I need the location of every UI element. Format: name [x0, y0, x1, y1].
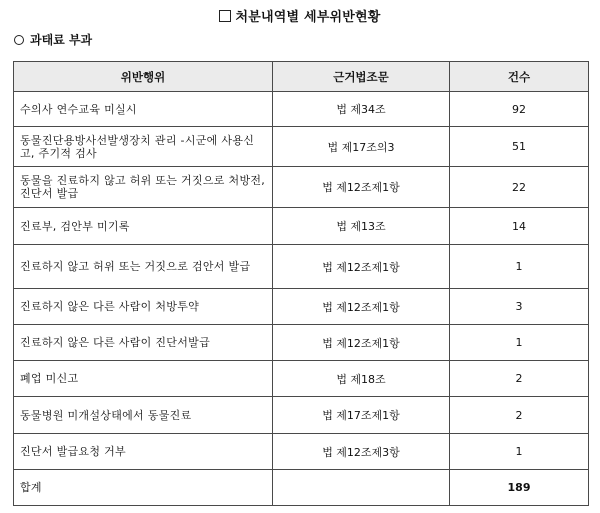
table-row [14, 361, 589, 397]
circle-bullet-icon [14, 35, 24, 45]
cell-count: 2 [450, 361, 589, 397]
section-heading [14, 31, 92, 48]
cell-count: 1 [450, 434, 589, 470]
cell-law: 법 제18조 [273, 361, 450, 397]
table-row [14, 245, 589, 289]
cell-law: 법 제17조의3 [273, 127, 450, 167]
cell-law: 법 제12조제1항 [273, 325, 450, 361]
header-count: 건수 [450, 62, 589, 92]
document-title-text: 처분내역별 세부위반현황 [235, 10, 381, 25]
cell-action: 폐업 미신고 [14, 361, 273, 397]
cell-count: 22 [450, 167, 589, 208]
table-row [14, 325, 589, 361]
table-header-row [14, 62, 589, 92]
violations-table [13, 61, 589, 506]
cell-action: 진료하지 않은 다른 사람이 진단서발급 [14, 325, 273, 361]
cell-count: 2 [450, 397, 589, 434]
table-row [14, 289, 589, 325]
cell-action: 수의사 연수교육 미실시 [14, 92, 273, 127]
cell-action: 진단서 발급요청 거부 [14, 434, 273, 470]
cell-law: 법 제34조 [273, 92, 450, 127]
table-row [14, 397, 589, 434]
cell-law: 법 제13조 [273, 208, 450, 245]
cell-law: 법 제12조제3항 [273, 434, 450, 470]
total-law [273, 470, 450, 506]
cell-count: 3 [450, 289, 589, 325]
checkbox-square-icon [219, 10, 231, 22]
header-action: 위반행위 [14, 62, 273, 92]
document-title [0, 6, 600, 25]
cell-count: 92 [450, 92, 589, 127]
cell-law: 법 제12조제1항 [273, 167, 450, 208]
table-row [14, 92, 589, 127]
cell-count: 1 [450, 245, 589, 289]
cell-law: 법 제12조제1항 [273, 245, 450, 289]
header-law: 근거법조문 [273, 62, 450, 92]
cell-action: 진료하지 않은 다른 사람이 처방투약 [14, 289, 273, 325]
total-label: 합계 [14, 470, 273, 506]
cell-count: 14 [450, 208, 589, 245]
total-count: 189 [450, 470, 589, 506]
table-row [14, 167, 589, 208]
cell-action: 진료하지 않고 허위 또는 거짓으로 검안서 발급 [14, 245, 273, 289]
cell-action: 동물진단용방사선발생장치 관리 -시군에 사용신고, 주기적 검사 [14, 127, 273, 167]
cell-law: 법 제17조제1항 [273, 397, 450, 434]
cell-action: 진료부, 검안부 미기록 [14, 208, 273, 245]
table-row [14, 127, 589, 167]
cell-action: 동물을 진료하지 않고 허위 또는 거짓으로 처방전, 진단서 발급 [14, 167, 273, 208]
cell-count: 51 [450, 127, 589, 167]
cell-count: 1 [450, 325, 589, 361]
table-row [14, 208, 589, 245]
section-heading-text: 과태료 부과 [30, 33, 93, 47]
table-row [14, 434, 589, 470]
cell-action: 동물병원 미개설상태에서 동물진료 [14, 397, 273, 434]
table-total-row [14, 470, 589, 506]
cell-law: 법 제12조제1항 [273, 289, 450, 325]
